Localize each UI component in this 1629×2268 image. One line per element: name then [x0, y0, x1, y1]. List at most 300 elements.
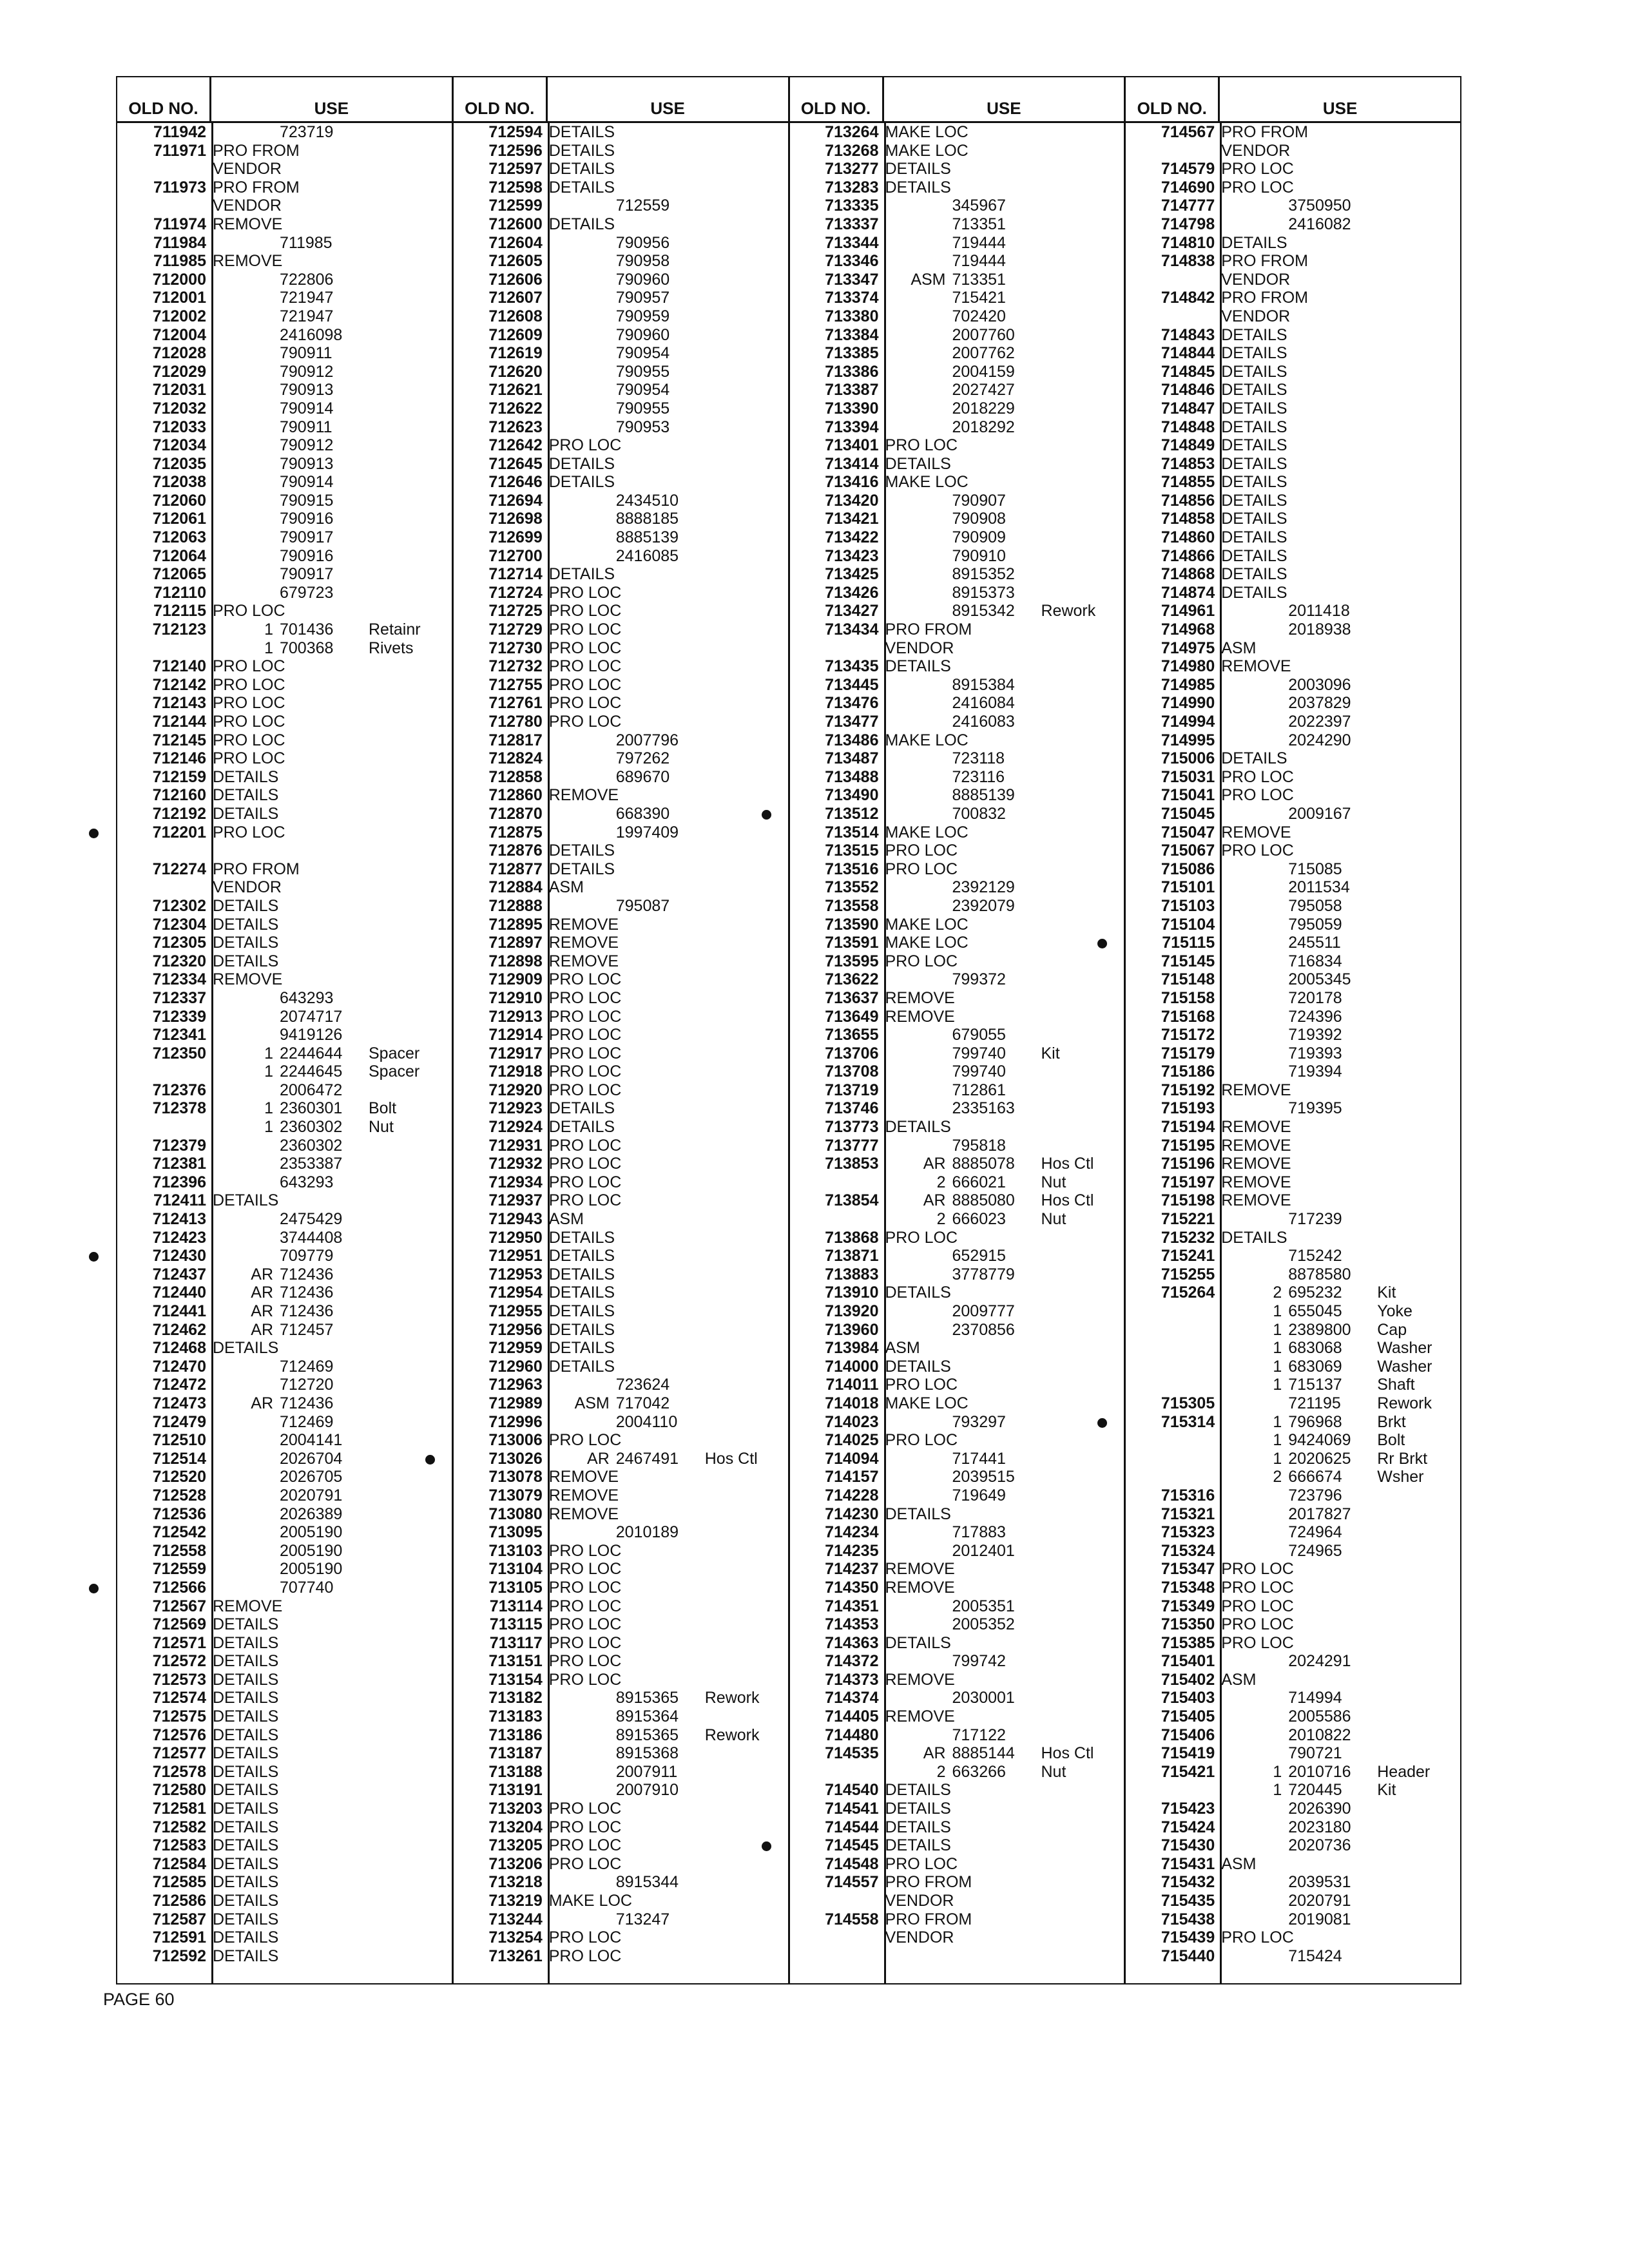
- old-number: 712937: [488, 1191, 543, 1210]
- table-row: [117, 1210, 452, 1229]
- use-cell: [545, 1137, 788, 1155]
- table-row: [454, 1873, 788, 1892]
- new-part-number: 717122: [952, 1725, 1006, 1744]
- table-row: [454, 713, 788, 731]
- old-number: 714985: [1161, 675, 1215, 694]
- use-action: MAKE LOC: [885, 123, 969, 141]
- use-quantity: [885, 970, 952, 989]
- use-cell: [882, 1062, 1124, 1081]
- new-part-number: 719649: [952, 1486, 1006, 1504]
- old-number: 712032: [152, 399, 206, 418]
- old-number: 713117: [489, 1633, 543, 1652]
- old-number: 712201: [117, 823, 209, 842]
- new-part-number: 2011534: [1288, 878, 1350, 897]
- use-action: DETAILS: [213, 1652, 279, 1671]
- use-cell: [1217, 234, 1460, 253]
- new-part-number: 790958: [615, 252, 670, 271]
- use-cell: [882, 1486, 1124, 1505]
- table-row: [790, 934, 1124, 952]
- use-cell: [1217, 455, 1460, 474]
- new-part-number: 793297: [952, 1412, 1006, 1431]
- table-row: [454, 639, 788, 658]
- table-row: [1126, 160, 1460, 178]
- use-cell: [882, 418, 1124, 437]
- use-action: REMOVE: [548, 1468, 619, 1486]
- old-number: 712960: [488, 1357, 543, 1376]
- old-number: [1126, 1339, 1217, 1358]
- new-part-number: 719392: [1288, 1026, 1342, 1044]
- new-part-number: 799372: [952, 970, 1006, 989]
- table-row: [1126, 1505, 1460, 1524]
- table-row: [1126, 1615, 1460, 1634]
- table-row: [454, 1431, 788, 1450]
- table-row: [454, 970, 788, 989]
- table-row: [790, 492, 1124, 510]
- new-part-number: 8885139: [952, 786, 1015, 805]
- old-number: [1126, 1431, 1217, 1450]
- use-quantity: [885, 1468, 952, 1486]
- use-cell: [209, 1892, 452, 1910]
- use-action: MAKE LOC: [885, 915, 969, 934]
- use-quantity: [549, 363, 616, 381]
- old-number: [1126, 1302, 1217, 1321]
- table-row: [117, 1855, 452, 1874]
- use-cell: [209, 1210, 452, 1229]
- old-number: 712932: [488, 1155, 543, 1173]
- old-number: 713218: [488, 1873, 543, 1892]
- use-action: DETAILS: [213, 767, 279, 786]
- use-cell: [1217, 639, 1460, 658]
- use-action: PRO LOC: [1221, 786, 1294, 805]
- table-row: [1126, 805, 1460, 823]
- table-row: [454, 1044, 788, 1063]
- old-number: 714540: [825, 1781, 879, 1800]
- new-part-number: 2027427: [952, 381, 1015, 399]
- use-cell: [882, 639, 1124, 658]
- table-row: [117, 602, 452, 620]
- use-cell: [209, 676, 452, 695]
- use-cell: [545, 1634, 788, 1653]
- use-cell: [545, 934, 788, 952]
- use-action: REMOVE: [548, 934, 619, 952]
- use-action: DETAILS: [885, 160, 951, 178]
- table-row: [790, 731, 1124, 750]
- table-row: [117, 952, 452, 971]
- use-quantity: [885, 565, 952, 584]
- old-number: 713115: [489, 1615, 543, 1634]
- table-row: [454, 1247, 788, 1265]
- table-row: [1126, 1707, 1460, 1726]
- new-part-number: 2026389: [280, 1504, 343, 1523]
- table-row: [454, 1855, 788, 1874]
- new-part-number: 2026390: [1288, 1800, 1351, 1818]
- table-row: [454, 1652, 788, 1671]
- table-row: [1126, 731, 1460, 750]
- old-number: 712646: [488, 473, 543, 492]
- use-cell: [882, 399, 1124, 418]
- use-quantity: [213, 381, 280, 399]
- use-action: PRO LOC: [213, 694, 285, 713]
- old-number: 715435: [1161, 1892, 1215, 1910]
- table-row: [454, 1579, 788, 1597]
- new-part-number: 8885139: [615, 528, 679, 547]
- use-quantity: [213, 1137, 280, 1155]
- use-quantity: [885, 1597, 952, 1616]
- use-cell: [882, 1468, 1124, 1486]
- use-cell: [545, 1358, 788, 1376]
- old-number: 714579: [1161, 160, 1215, 178]
- use-cell: [1217, 528, 1460, 547]
- use-cell: [545, 713, 788, 731]
- use-action: REMOVE: [885, 1707, 955, 1726]
- use-cell: [1217, 510, 1460, 528]
- new-part-number: 2024290: [1288, 731, 1351, 749]
- new-part-number: 2018229: [952, 399, 1015, 418]
- new-part-number: 715242: [1288, 1247, 1342, 1265]
- new-part-number: 8878580: [1288, 1265, 1351, 1283]
- old-number: 712953: [488, 1265, 543, 1283]
- old-number: 712605: [488, 252, 543, 271]
- use-cell: [1217, 1173, 1460, 1192]
- table-row: [117, 1763, 452, 1782]
- table-row: [117, 1671, 452, 1689]
- use-action: PRO LOC: [548, 602, 622, 620]
- new-part-number: 2416082: [1288, 215, 1351, 233]
- use-quantity: AR: [251, 1302, 273, 1320]
- table-row: [117, 234, 452, 253]
- old-number: 714558: [825, 1910, 879, 1928]
- use-cell: [209, 1099, 452, 1118]
- table-row: [454, 1818, 788, 1837]
- old-number: 713261: [488, 1946, 543, 1965]
- use-cell: [209, 786, 452, 805]
- old-number: [1126, 1358, 1217, 1376]
- use-cell: [1217, 1339, 1460, 1358]
- new-part-number: 790914: [280, 473, 334, 492]
- use-cell: [1217, 1450, 1460, 1468]
- new-part-number: 715085: [1288, 860, 1342, 878]
- use-cell: [1217, 1873, 1460, 1892]
- new-part-number: 2030001: [952, 1689, 1015, 1707]
- use-cell: [545, 602, 788, 620]
- use-action: DETAILS: [213, 952, 279, 970]
- old-number: 712824: [488, 749, 543, 768]
- old-number: 712858: [488, 767, 543, 786]
- use-cell: [1217, 215, 1460, 234]
- use-cell: [882, 1597, 1124, 1616]
- table-row: [117, 1910, 452, 1929]
- table-row: [117, 1376, 452, 1394]
- old-number: 711974: [153, 215, 206, 233]
- use-quantity: [213, 1358, 280, 1376]
- table-row: [117, 492, 452, 510]
- table-row: [117, 1265, 452, 1284]
- use-cell: [209, 1634, 452, 1653]
- use-cell: [209, 399, 452, 418]
- old-number: 712569: [152, 1615, 206, 1634]
- use-action: DETAILS: [885, 1781, 951, 1800]
- use-action: PRO LOC: [213, 749, 285, 768]
- old-number: 712860: [488, 786, 543, 805]
- use-cell: [1217, 418, 1460, 437]
- new-part-number: 717042: [615, 1394, 670, 1412]
- use-quantity: 2: [1273, 1283, 1282, 1302]
- old-number: 712379: [152, 1136, 206, 1155]
- old-number: 715324: [1161, 1541, 1215, 1560]
- table-row: [1126, 547, 1460, 566]
- part-description: Rr Brkt: [1377, 1449, 1428, 1468]
- old-number: 712895: [488, 915, 543, 934]
- table-row: [454, 1542, 788, 1561]
- table-row: [790, 178, 1124, 197]
- use-quantity: [1221, 916, 1288, 934]
- use-cell: [209, 234, 452, 253]
- use-cell: [882, 1836, 1124, 1855]
- new-part-number: 2392129: [952, 878, 1015, 897]
- use-quantity: [885, 215, 952, 234]
- use-cell: [545, 1191, 788, 1210]
- new-part-number: 2024291: [1288, 1652, 1351, 1671]
- table-row: [1126, 1044, 1460, 1063]
- use-cell: [882, 455, 1124, 474]
- use-cell: [1217, 1542, 1460, 1561]
- old-number: 713516: [825, 860, 879, 878]
- use-quantity: 1: [1273, 1781, 1282, 1800]
- table-row: [790, 1191, 1124, 1210]
- old-number: 713416: [825, 473, 879, 492]
- old-number: 712479: [152, 1412, 206, 1431]
- new-part-number: 2335163: [952, 1099, 1015, 1118]
- use-cell: [882, 676, 1124, 695]
- use-cell: [209, 1615, 452, 1634]
- old-number: 714980: [1161, 657, 1215, 676]
- bullet-marker-icon: [762, 1841, 771, 1851]
- table-row: [790, 970, 1124, 989]
- table-row: [1126, 326, 1460, 345]
- use-cell: [1217, 1191, 1460, 1210]
- use-quantity: [213, 584, 280, 602]
- use-cell: [209, 952, 452, 971]
- use-quantity: [549, 326, 616, 345]
- use-action: MAKE LOC: [885, 823, 969, 841]
- old-number: 712876: [488, 841, 543, 860]
- old-number: 712142: [152, 675, 206, 694]
- old-number: 715348: [1161, 1578, 1215, 1597]
- use-action: PRO FROM: [885, 620, 972, 639]
- table-row: [117, 1873, 452, 1892]
- table-row: [454, 749, 788, 768]
- use-cell: [209, 1376, 452, 1394]
- table-row: [454, 160, 788, 178]
- use-quantity: [885, 1081, 952, 1100]
- use-action: ASM: [1221, 1854, 1257, 1873]
- use-action: DETAILS: [548, 1283, 615, 1302]
- use-cell: [209, 749, 452, 768]
- new-part-number: 8915365: [615, 1689, 679, 1707]
- old-number: 715438: [1161, 1910, 1215, 1928]
- use-cell: [1217, 1413, 1460, 1432]
- use-cell: [882, 1450, 1124, 1468]
- old-number: 714990: [1161, 694, 1215, 713]
- old-number: 715401: [1161, 1652, 1215, 1671]
- use-quantity: [885, 1615, 952, 1634]
- old-number: 712597: [488, 160, 543, 178]
- use-cell: [209, 473, 452, 492]
- old-number: 715006: [1161, 749, 1215, 768]
- old-number: 715158: [1161, 988, 1215, 1007]
- table-row: [454, 1321, 788, 1340]
- use-cell: [209, 1523, 452, 1542]
- use-cell: [209, 1597, 452, 1616]
- use-cell: [209, 1652, 452, 1671]
- use-quantity: [885, 492, 952, 510]
- table-row: [454, 1910, 788, 1929]
- old-number: 714544: [825, 1818, 879, 1836]
- table-row: [117, 1191, 452, 1210]
- use-cell: [545, 473, 788, 492]
- old-number: 712144: [152, 713, 206, 731]
- part-description: Retainr: [369, 620, 421, 639]
- table-row: [117, 1560, 452, 1579]
- use-action: PRO LOC: [213, 602, 285, 620]
- old-no-header: OLD NO.: [117, 77, 211, 121]
- new-part-number: 790912: [280, 362, 334, 381]
- use-cell: [545, 1008, 788, 1026]
- use-quantity: [1221, 1099, 1288, 1118]
- old-number: 713435: [825, 657, 879, 676]
- table-row: [454, 1137, 788, 1155]
- part-description: Brkt: [1377, 1412, 1406, 1431]
- old-number: 715104: [1161, 915, 1215, 934]
- new-part-number: 796968: [1288, 1412, 1342, 1431]
- old-number: 712924: [488, 1118, 543, 1137]
- use-cell: [209, 1763, 452, 1782]
- old-number: 714235: [825, 1541, 879, 1560]
- use-action: DETAILS: [213, 1633, 279, 1652]
- new-part-number: 700368: [280, 639, 334, 657]
- use-cell: [882, 565, 1124, 584]
- use-quantity: [549, 510, 616, 528]
- use-action: DETAILS: [213, 804, 279, 823]
- use-quantity: [213, 1542, 280, 1561]
- table-row: [790, 1726, 1124, 1745]
- use-quantity: [1221, 1873, 1288, 1892]
- table-row: [790, 436, 1124, 455]
- use-action: DETAILS: [213, 934, 279, 952]
- old-number: 713422: [825, 528, 879, 547]
- old-number: [1126, 307, 1217, 326]
- old-number: 714567: [1161, 123, 1215, 141]
- use-quantity: [1221, 1210, 1288, 1229]
- use-cell: [882, 1523, 1124, 1542]
- use-cell: [209, 897, 452, 916]
- use-action: DETAILS: [548, 473, 615, 492]
- use-quantity: [213, 307, 280, 326]
- use-quantity: 1: [1273, 1357, 1282, 1376]
- use-action: DETAILS: [885, 1818, 951, 1836]
- use-cell: [545, 1283, 788, 1302]
- use-cell: [545, 160, 788, 178]
- use-action: DETAILS: [213, 1670, 279, 1689]
- table-row: [1126, 1339, 1460, 1358]
- table-row: [790, 528, 1124, 547]
- use-action: DETAILS: [1221, 362, 1287, 381]
- new-part-number: 2026704: [280, 1449, 343, 1468]
- use-quantity: [1221, 1818, 1288, 1837]
- old-number: 713387: [825, 381, 879, 399]
- table-row: [790, 1744, 1124, 1763]
- use-action: VENDOR: [1221, 141, 1291, 160]
- use-action: DETAILS: [1221, 325, 1287, 344]
- new-part-number: 795059: [1288, 915, 1342, 934]
- old-number: 713283: [825, 178, 879, 197]
- table-row: [790, 1634, 1124, 1653]
- part-description: Rework: [704, 1725, 760, 1744]
- use-action: PRO LOC: [548, 1136, 622, 1155]
- table-row: [117, 989, 452, 1008]
- table-row: [117, 252, 452, 271]
- use-cell: [882, 786, 1124, 805]
- use-action: VENDOR: [1221, 307, 1291, 325]
- table-row: [117, 142, 452, 160]
- use-cell: [545, 786, 788, 805]
- table-row: [1126, 234, 1460, 253]
- table-row: [117, 215, 452, 234]
- table-row: [790, 1173, 1124, 1192]
- use-quantity: [885, 363, 952, 381]
- use-cell: [882, 1781, 1124, 1800]
- use-cell: [882, 363, 1124, 381]
- old-number: 712341: [152, 1026, 206, 1044]
- old-number: 712583: [152, 1836, 206, 1855]
- use-action: DETAILS: [213, 915, 279, 934]
- use-quantity: ASM: [574, 1394, 610, 1412]
- use-action: VENDOR: [885, 1928, 954, 1947]
- table-row: [790, 1523, 1124, 1542]
- table-row: [454, 1450, 788, 1468]
- bullet-marker-icon: [1097, 1418, 1107, 1428]
- use-cell: [882, 1321, 1124, 1340]
- old-number: 713487: [825, 749, 879, 768]
- new-part-number: 8915368: [615, 1744, 679, 1763]
- use-cell: [882, 713, 1124, 731]
- use-cell: [545, 252, 788, 271]
- table-row: [117, 1707, 452, 1726]
- table-row: [790, 584, 1124, 602]
- use-quantity: [213, 1210, 280, 1229]
- use-cell: [209, 1873, 452, 1892]
- table-row: [1126, 878, 1460, 897]
- table-row: [1126, 1579, 1460, 1597]
- use-cell: [882, 1652, 1124, 1671]
- use-quantity: [885, 786, 952, 805]
- use-cell: [882, 878, 1124, 897]
- new-part-number: 790957: [615, 289, 670, 307]
- table-row: [117, 1026, 452, 1044]
- old-number: 712033: [152, 418, 206, 436]
- old-number: 714548: [825, 1854, 879, 1873]
- old-number: 712584: [152, 1854, 206, 1873]
- use-cell: [1217, 1928, 1460, 1947]
- use-cell: [882, 289, 1124, 307]
- table-row: [1126, 418, 1460, 437]
- use-cell: [545, 1265, 788, 1284]
- table-row: [1126, 676, 1460, 695]
- use-cell: [882, 381, 1124, 399]
- table-row: [454, 1155, 788, 1173]
- table-row: [790, 1689, 1124, 1707]
- old-number: 713335: [825, 197, 879, 215]
